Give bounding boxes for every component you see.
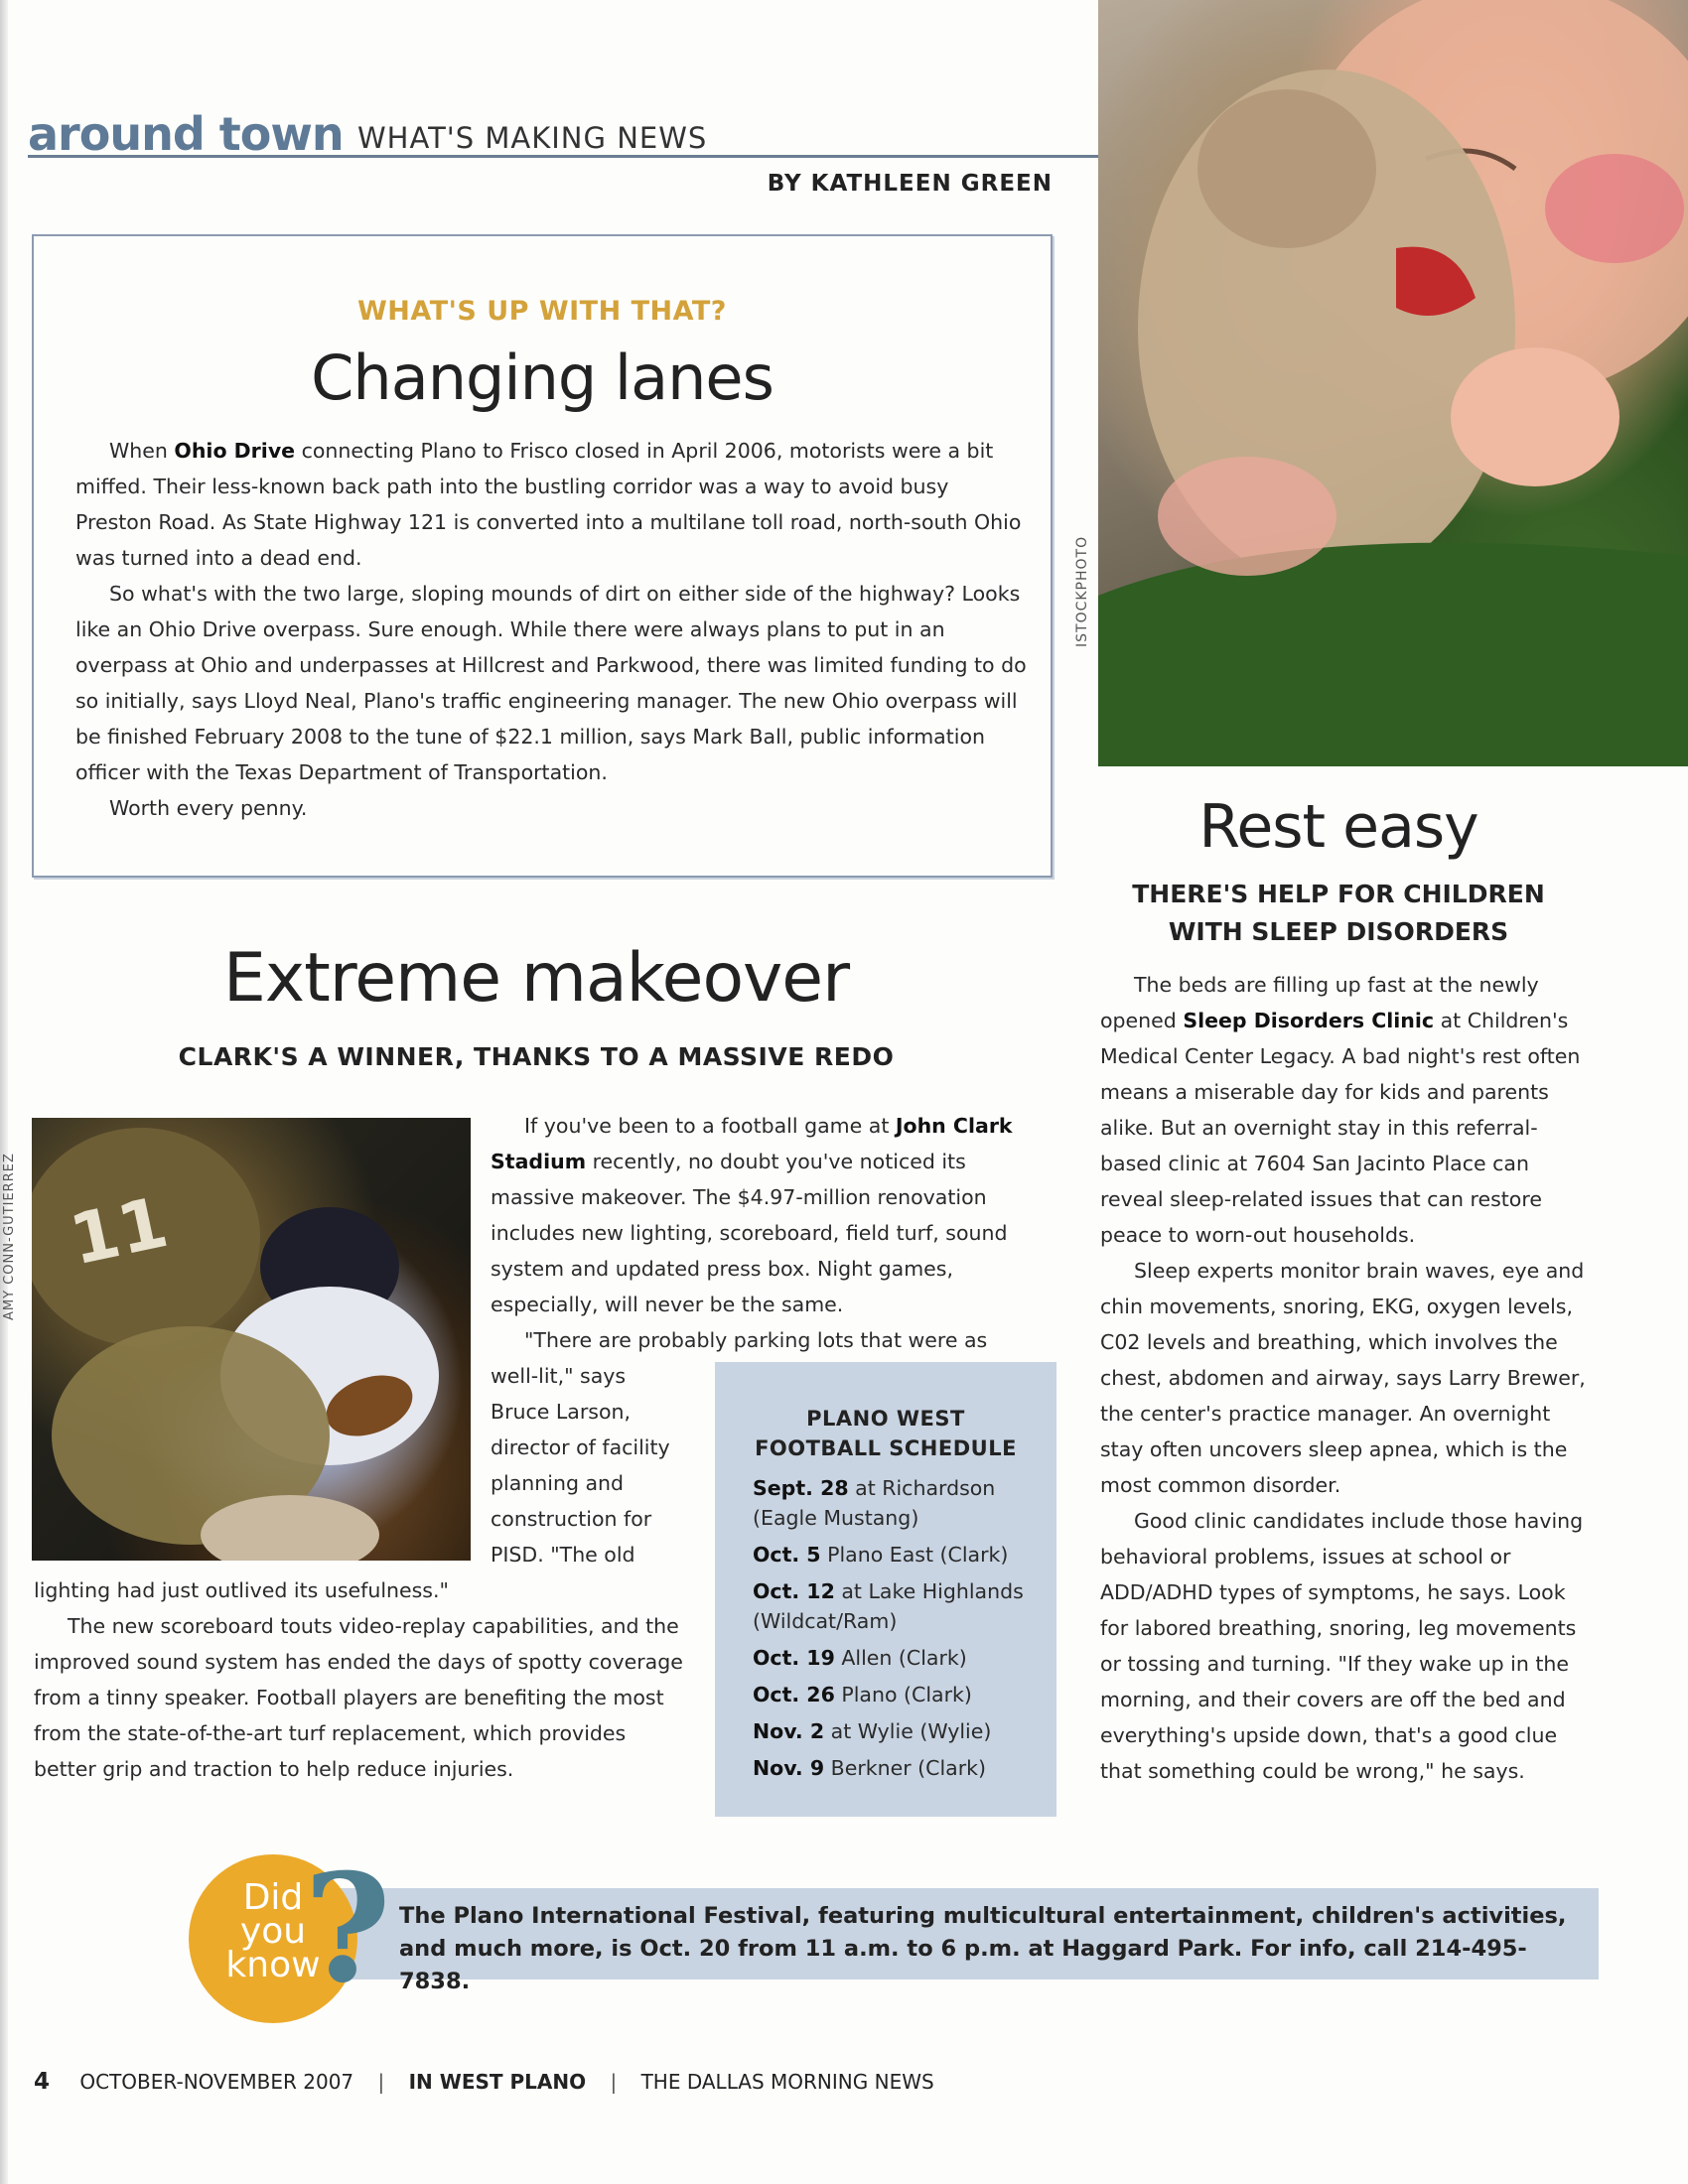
footer-separator: | bbox=[610, 2070, 618, 2094]
sleeping-child-illustration bbox=[1098, 0, 1688, 766]
schedule-heading bbox=[715, 1404, 1056, 1463]
text-run: at Children's Medical Center Legacy. A bad night's rest often means a miserable day for kids and parents alike. But an overnight stay in this referral-based clinic at 7604 San Jacinto Place can reveal sleep-related issues that can restore peace to worn-out households. bbox=[1100, 1009, 1581, 1247]
game-date: Nov. 9 bbox=[753, 1756, 825, 1780]
rest-easy-title: Rest easy bbox=[1198, 792, 1478, 862]
text-run: recently, no doubt you've noticed its massive makeover. The $4.97-million renovation includes new lighting, scoreboard, field turf, sound system and updated press box. Night games, especially, will never be the same. bbox=[491, 1150, 1008, 1316]
game-date: Nov. 2 bbox=[753, 1719, 825, 1743]
changing-lanes-paragraph-2: So what's with the two large, sloping mounds of dirt on either side of the highway? Looks like an Ohio Drive overpass. Sure enough. While there were always plans to put in an overpass at Ohio and underpasses at Hillcrest and Parkwood, there was limited funding to do so initially, says Lloyd Neal, Plano's traffic engineering manager. The new Ohio overpass will be finished February 2008 to the tune of $22.1 million, says Mark Ball, public information officer with the Texas Department of Transportation. bbox=[75, 582, 1027, 784]
bold-run: Ohio Drive bbox=[174, 439, 296, 463]
newspaper-name: THE DALLAS MORNING NEWS bbox=[640, 2070, 934, 2094]
schedule-row bbox=[753, 1643, 1051, 1673]
schedule-heading-line-2: FOOTBALL SCHEDULE bbox=[755, 1436, 1017, 1460]
schedule-list bbox=[753, 1473, 1051, 1790]
section-header bbox=[28, 107, 1100, 161]
byline: BY KATHLEEN GREEN bbox=[767, 171, 1053, 197]
did-you-know-text: The Plano International Festival, featuring multicultural entertainment, children's activities, and much more, is Oct. 20 from 11 a.m. to 6 p.m. at Haggard Park. For info, call 214-495-7838. bbox=[399, 1903, 1567, 1994]
rest-paragraph-3: Good clinic candidates include those having behavioral problems, issues at school or ADD/ADHD types of symptoms, he says. Look for labored breathing, snoring, leg movements or tossing and turning. "If they wake up in the morning, and their covers are off the bed and everything's upside down, that's a good clue that something could be wrong," he says. bbox=[1100, 1509, 1584, 1783]
extreme-paragraph-2: "There are probably parking lots that were as well-lit," says Bruce Larson, director of facility planning and construction for PISD. "The old lighting had just outlived its usefulness." bbox=[34, 1328, 988, 1602]
extreme-makeover-title: Extreme makeover bbox=[222, 939, 850, 1018]
text-run: If you've been to a football game at bbox=[524, 1114, 896, 1138]
changing-lanes-paragraph-3: Worth every penny. bbox=[109, 796, 308, 820]
game-date: Oct. 12 bbox=[753, 1579, 835, 1603]
question-mark-icon: ? bbox=[304, 1842, 391, 2016]
game-detail: at Wylie (Wylie) bbox=[824, 1719, 992, 1743]
badge-word-you: you bbox=[239, 1911, 307, 1952]
game-detail: Plano (Clark) bbox=[834, 1683, 972, 1706]
schedule-row bbox=[753, 1540, 1051, 1570]
game-date: Oct. 26 bbox=[753, 1683, 835, 1706]
badge-word-know: know bbox=[225, 1945, 321, 1985]
photo-credit-istock: ISTOCKPHOTO bbox=[1074, 535, 1090, 647]
game-detail: Allen (Clark) bbox=[834, 1646, 967, 1670]
text-run: When bbox=[109, 439, 175, 463]
section-subtitle: WHAT'S MAKING NEWS bbox=[357, 121, 708, 155]
page-edge bbox=[0, 0, 8, 2184]
game-detail: at Lake Highlands (Wildcat/Ram) bbox=[753, 1579, 1024, 1633]
changing-lanes-box bbox=[32, 234, 1053, 878]
issue-date: OCTOBER-NOVEMBER 2007 bbox=[79, 2070, 354, 2094]
box-kicker: WHAT'S UP WITH THAT? bbox=[357, 296, 727, 327]
extreme-paragraph-3: The new scoreboard touts video-replay capabilities, and the improved sound system has ended the days of spotty coverage from a tinny speaker. Football players are benefiting the most from the state-of-the-art turf replacement, which provides better grip and traction to help reduce injuries. bbox=[34, 1614, 683, 1781]
schedule-row bbox=[753, 1576, 1051, 1636]
schedule-heading-line-1: PLANO WEST bbox=[806, 1407, 965, 1431]
schedule-row bbox=[753, 1753, 1051, 1783]
publication-name: IN WEST PLANO bbox=[408, 2070, 587, 2094]
schedule-row bbox=[753, 1473, 1051, 1533]
footer-separator: | bbox=[377, 2070, 385, 2094]
game-date: Sept. 28 bbox=[753, 1476, 849, 1500]
game-detail: Plano East (Clark) bbox=[820, 1543, 1009, 1567]
bold-run: Sleep Disorders Clinic bbox=[1183, 1009, 1435, 1032]
changing-lanes-title: Changing lanes bbox=[311, 341, 774, 414]
photo-wrap-space bbox=[34, 1108, 491, 1565]
bold-run: John Clark Stadium bbox=[491, 1114, 1013, 1173]
changing-lanes-body bbox=[75, 433, 1029, 826]
page-footer bbox=[34, 2069, 934, 2095]
photo-credit-amy: AMY CONN-GUTIERREZ bbox=[2, 1153, 17, 1320]
badge-word-did: Did bbox=[242, 1877, 304, 1918]
game-date: Oct. 19 bbox=[753, 1646, 835, 1670]
game-detail: at Richardson (Eagle Mustang) bbox=[753, 1476, 996, 1530]
game-date: Oct. 5 bbox=[753, 1543, 821, 1567]
changing-lanes-paragraph-1 bbox=[75, 433, 1029, 576]
game-detail: Berkner (Clark) bbox=[824, 1756, 987, 1780]
text-run: connecting Plano to Frisco closed in April 2006, motorists were a bit miffed. Their less-known back path into the bustling corridor was a way to avoid busy Preston Road. As State Highway 121 is converted into a multilane toll road, north-south Ohio was turned into a dead end. bbox=[75, 439, 1022, 570]
page-number: 4 bbox=[34, 2069, 51, 2095]
rest-paragraph-1 bbox=[1100, 967, 1587, 1253]
extreme-makeover-subtitle: CLARK'S A WINNER, THANKS TO A MASSIVE REDO bbox=[178, 1042, 895, 1071]
section-brand: around town bbox=[28, 107, 344, 161]
svg-text:11: 11 bbox=[63, 1181, 175, 1282]
text-run: The beds are filling up fast at the newly opened bbox=[1100, 973, 1539, 1032]
rest-easy-body bbox=[1100, 967, 1587, 1789]
schedule-row bbox=[753, 1680, 1051, 1709]
rest-easy-subtitle: THERE'S HELP FOR CHILDREN WITH SLEEP DISORDERS bbox=[1132, 880, 1545, 946]
rest-paragraph-2: Sleep experts monitor brain waves, eye and chin movements, snoring, EKG, oxygen levels, C02 levels and breathing, which involves the chest, abdomen and airway, says Larry Brewer, the center's practice manager. An overnight stay often uncovers sleep apnea, which is the most common disorder. bbox=[1100, 1259, 1586, 1497]
football-schedule-box bbox=[715, 1362, 1056, 1817]
schedule-row bbox=[753, 1716, 1051, 1746]
sleeping-child-photo bbox=[1098, 0, 1688, 766]
